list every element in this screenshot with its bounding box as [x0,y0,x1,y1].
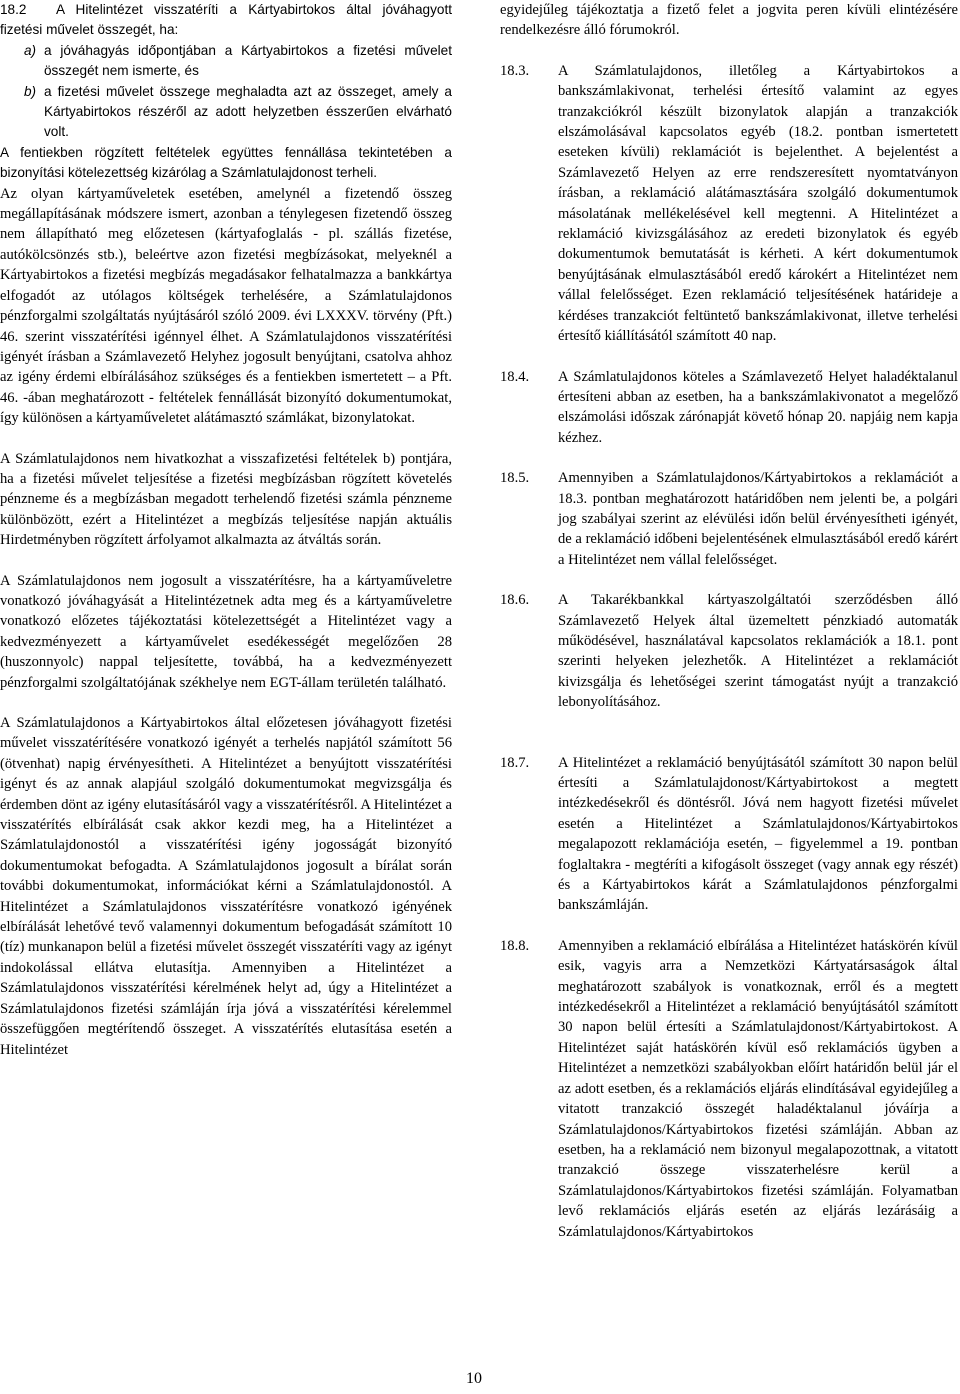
section-18-5 [500,468,958,570]
section-18-3 [500,61,958,347]
section-number: 18.5. [500,470,530,487]
paragraph: A Számlatulajdonos a Kártyabirtokos által előzetesen jóváhagyott fizetési művelet visszatérítésére vonatkozó igényét a terhelés napjától számított 56 (ötvenhat) napig érvényesítheti. A Hitelintézet a benyújtott visszatérítési igényt és az annak alapjául szolgáló dokumentumokat megvizsgálja és érdemben dönt az igény elutasításáról vagy a visszatérítésről. A Hitelintézet a visszatérítés elbírálását csak akkor kezdi meg, ha a Hitelintézet a Számlatulajdonostól a visszatérítési igény jogosságát bizonyító dokumentumokat befogadta. A Számlatulajdonos jogosult a bírálat során további dokumentumokat, információkat kérni a Számlatulajdonostól. A Hitelintézet a Számlatulajdonos visszatérítésre vonatkozó igényének elbírálását lehetővé tevő valamennyi dokumentum befogadását számított 10 (tíz) munkanapon belül a fizetési művelet összegét visszatéríti vagy az igényt indokolással ellátva elutasítja. Amennyiben a Hitelintézet a Számlatulajdonos visszatérítési kérelmének helyt ad, úgy a Hitelintézet a Számlatulajdonos fizetési számláján írja jóvá a visszatérítési kérelemmel összefüggően megtérítendő összeget. A visszatérítés elutasítása esetén a Hitelintézet [0,715,452,1058]
list-marker: b) [24,83,37,99]
paragraph: A fentiekben rögzített feltételek együttes fennállása tekintetében a bizonyítási kötelezettség kizárólag a Számlatulajdonost terheli. [0,144,452,181]
section-18-6 [500,590,958,712]
list-item-text: a fizetési művelet összege meghaladta azt az összeget, amely a Kártyabirtokos részéről az adott helyzetben ésszerűen elvárható volt. [44,83,452,140]
section-18-8 [500,936,958,1242]
section-number: 18.7. [500,754,530,771]
section-title: A Hitelintézet visszatéríti a Kártyabirtokos által jóváhagyott fizetési művelet összegét, ha: [0,2,452,38]
paragraph: A Számlatulajdonos nem jogosult a visszatérítésre, ha a kártyaműveletre vonatkozó jóváhagyását a Hitelintézetnek adta meg és a kártyaműveletre vonatkozó előzetes tájékoztatási kötelezettségét a Hitelintézet vagy a kedvezményezett a kártyaművelet esedékességét megelőzően 28 (huszonnyolc) nappal teljesítette, továbbá, ha a kedvezményezett pénzforgalmi szolgáltatójának székhelye nem EGT-állam területén található. [0,572,452,691]
section-18-7 [500,753,958,916]
section-number: 18.3. [500,62,530,79]
section-text: A Számlatulajdonos, illetőleg a Kártyabirtokos a bankszámlakivonat, terhelési értesítő valamint az egyes tranzakciókról készült bizonylatok alapján a tranzakciók elszámolásával kapcsolatos egyéb (18.2. pontban ismertetett eseteken kívüli) reklamációt is bejelenthet. A bejelentést a Számlavezető Helyen az erre rendszeresített nyomtatványon írásban, a reklamáció alátámasztására szolgáló dokumentumok másolatának mellékelésével kell megtenni. A Hitelintézet a reklamáció kivizsgálásához az eredeti bizonylatok és egyéb dokumentumok bemutatását is kérheti. A kért dokumentumok benyújtásának elmulasztásából eredő károkért a Hitelintézet nem vállal felelősséget. Ezen reklamáció teljesítésének határideje a kérdéses tranzakciót feltüntető bankszámlakivonat, illetve terhelési értesítő kiállításától számított 40 nap. [558,62,958,345]
section-text: Amennyiben a reklamáció elbírálása a Hitelintézet hatáskörén kívül esik, vagyis arra a Nemzetközi Kártyatársaságok által meghatározott szabályok is vonatkoznak, erről és a megtett intézkedésekről a Hitelintézet a reklamáció benyújtásától számított 30 napon belül értesíti a Számlatulajdonost/Kártyabirtokost. A Hitelintézet saját hatáskörén kívül eső reklamációs ügyben a Hitelintézet a nemzetközi szabályokban előírt határidőn belül jár el az adott esetben, és a reklamációs eljárás elindításával egyidejűleg a vitatott tranzakció összegét haladéktalanul jóváírja a Számlatulajdonos/Kártyabirtokos fizetési számláján. Abban az esetben, ha a reklamáció nem bizonyul megalapozottnak, a vitatott tranzakció összege visszaterhelésre kerül a Számlatulajdonos/Kártyabirtokos fizetési számláján. Folyamatban levő reklamációs eljárás esetén az eljárás lezárásáig a Számlatulajdonos/Kártyabirtokos [558,937,958,1240]
list-marker: a) [24,42,37,58]
section-18-2-heading [0,0,452,41]
section-number: 18.6. [500,592,530,609]
list-item-a [0,41,452,82]
section-text: Amennyiben a Számlatulajdonos/Kártyabirtokos a reklamációt a 18.3. pontban meghatározott határidőben nem jelenti be, a polgári jog szabályai szerint az elévülési időn belül érvényesítheti igényét, de a reklamáció időbeni bejelentésének elmulasztásából eredő kárért a Hitelintézet nem vállal felelősséget. [558,470,958,568]
section-text: A Hitelintézet a reklamáció benyújtásától számított 30 napon belül értesíti a Számlatulajdonost/Kártyabirtokost a megtett intézkedésekről és döntésről. Jóvá nem hagyott fizetési művelet esetén a Hitelintézet a Számlatulajdonos/Kártyabirtokos megalapozott reklamációja esetén, – figyelemmel a 19. pontban foglaltakra - megtéríti a kifogásolt összeget (vagy annak egy részét) és a Kártyabirtokos kárát a Számlatulajdonos pénzforgalmi bankszámláján. [558,754,958,914]
list-item-text: a jóváhagyás időpontjában a Kártyabirtokos a fizetési művelet összegét nem ismerte, és [44,42,452,79]
right-column [500,0,958,1242]
section-number: 18.8. [500,937,530,954]
section-text: A Számlatulajdonos köteles a Számlavezető Helyet haladéktalanul értesíteni abban az esetben, ha a bankszámlakivonatot a megelőző elszámolási időszak zárónapját követő hónap 20. napjáig nem kapja kézhez. [558,368,958,446]
section-number: 18.4. [500,368,530,385]
section-18-4 [500,367,958,449]
paragraph-continuation: egyidejűleg tájékoztatja a fizető felet a jogvita peren kívüli elintézésére rendelkezésre álló fórumokról. [500,2,958,39]
page-number: 10 [466,1370,482,1387]
left-column [0,0,452,1060]
paragraph: Az olyan kártyaműveletek esetében, amelynél a fizetendő összeg megállapításának módszere ismert, azonban a ténylegesen fizetendő összeg nem állapítható meg előzetesen (kártyafoglalás - pl. szállás fizetése, autókölcsönzés stb.), beleértve azon fizetési megbízásokat, melyeknél a Kártyabirtokos a fizetési megbízás megadásakor felhatalmazza a bankkártya elfogadót az utólagos költségek terhelésére, a Számlatulajdonos pénzforgalmi szolgáltatás nyújtásáról szóló 2009. évi LXXXV. törvény (Pft.) 46. szerint visszatérítési igénnyel élhet. A Számlatulajdonos visszatérítési igényét írásban a Számlavezető Helyhez jogosult benyújtani, csatolva ahhoz az igény érdemi elbírálásához szükséges és a fentiekben ismertetett – a Pft. 46. -ában meghatározott - feltételek fennállását bizonyító dokumentumokat, így különösen a kártyaműveletet alátámasztó számlákat, bizonylatokat. [0,185,452,427]
section-number: 18.2 [0,2,27,17]
paragraph: A Számlatulajdonos nem hivatkozhat a visszafizetési feltételek b) pontjára, ha a fizetési művelet teljesítése a fizetési megbízásban rögzített követelés pénzneme és a megbízásban megadott terhelendő fizetési számla pénzneme különbözött, ezért a Hitelintézet a megbízás teljesítése napján aktuális Hirdetményben rögzített árfolyamot alkalmazta az átváltás során. [0,450,452,549]
section-text: A Takarékbankkal kártyaszolgáltatói szerződésben álló Számlavezető Helyek által üzemeltett pénzkiadó automaták működésével, használatával kapcsolatos reklamációk a 18.1. pont szerinti helyeken jelezhetők. A Hitelintézet a reklamációt kivizsgálja és lehetőségei szerint támogatást nyújt a tranzakció lebonyolításához. [558,592,958,711]
list-item-b [0,82,452,143]
